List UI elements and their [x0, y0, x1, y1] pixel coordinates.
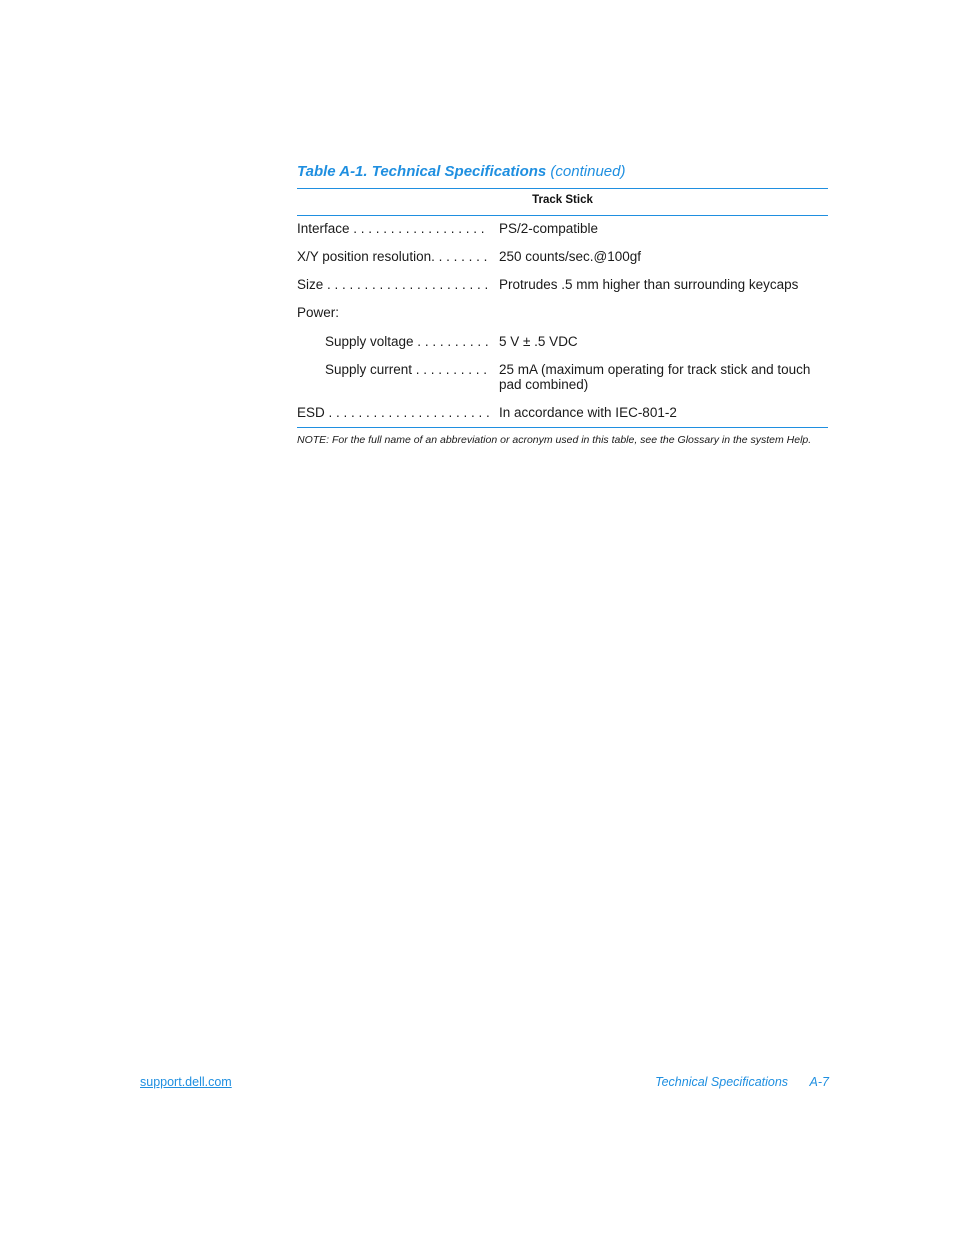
spec-label-supply-voltage: Supply voltage . . . . . . . . . . — [325, 334, 489, 349]
spec-label-resolution: X/Y position resolution. . . . . . . . — [297, 249, 488, 264]
spec-label-size: Size . . . . . . . . . . . . . . . . . . . . . . — [297, 277, 489, 292]
spec-value-supply-current: 25 mA (maximum operating for track stick and touch pad combined) — [499, 362, 811, 392]
bottom-rule — [297, 427, 828, 428]
header-rule — [297, 215, 828, 216]
table-title-continued: (continued) — [550, 163, 626, 180]
page-number: A-7 — [809, 1075, 829, 1089]
table-note: NOTE: For the full name of an abbreviation or acronym used in this table, see the Glossary in the system Help. — [297, 434, 812, 446]
spec-value-resolution: 250 counts/sec.@100gf — [499, 249, 642, 264]
footer-section-title: Technical Specifications — [655, 1075, 789, 1089]
title-rule — [297, 188, 828, 189]
spec-label-power: Power: — [297, 305, 340, 320]
spec-label-esd: ESD . . . . . . . . . . . . . . . . . . . . . . — [297, 405, 490, 420]
spec-label-supply-current: Supply current . . . . . . . . . . — [325, 362, 488, 377]
spec-label-interface: Interface . . . . . . . . . . . . . . . . . . — [297, 221, 485, 236]
spec-value-size: Protrudes .5 mm higher than surrounding keycaps — [499, 277, 799, 292]
page-footer — [655, 1075, 829, 1089]
spec-value-esd: In accordance with IEC-801-2 — [499, 405, 677, 420]
table-title — [297, 163, 625, 180]
section-heading: Track Stick — [532, 194, 593, 206]
support-link[interactable]: support.dell.com — [140, 1075, 232, 1089]
table-title-main: Table A-1. Technical Specifications — [297, 163, 547, 180]
spec-value-supply-voltage: 5 V ± .5 VDC — [499, 334, 578, 349]
spec-value-interface: PS/2-compatible — [499, 221, 599, 236]
